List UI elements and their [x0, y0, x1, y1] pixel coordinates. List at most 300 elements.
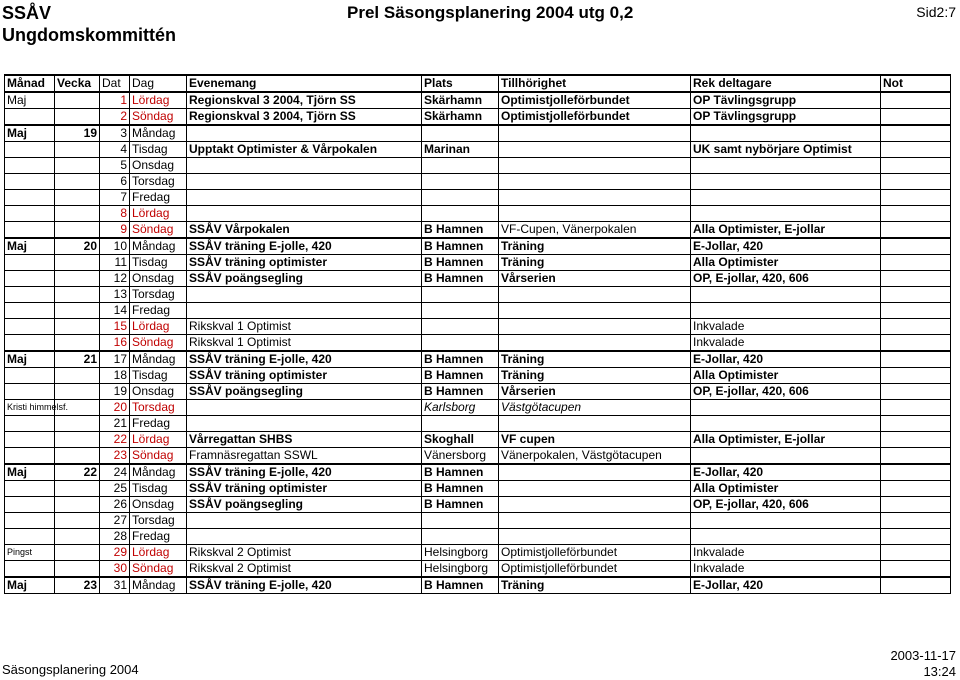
event-cell: Regionskval 3 2004, Tjörn SS: [187, 109, 422, 126]
place-cell: Helsingborg: [422, 561, 499, 578]
org-name: SSÅV: [2, 3, 52, 23]
month-cell: Maj: [5, 125, 55, 142]
note-cell: [881, 416, 951, 432]
month-cell: [5, 271, 55, 287]
weekday-cell: Tisdag: [130, 255, 187, 271]
month-cell: [5, 384, 55, 400]
affiliation-cell: Vårserien: [499, 384, 691, 400]
note-cell: [881, 432, 951, 448]
header-org: [2, 2, 176, 46]
weekday-cell: Måndag: [130, 125, 187, 142]
affiliation-cell: Optimistjolleförbundet: [499, 545, 691, 561]
month-cell: Maj: [5, 464, 55, 481]
date-cell: 12: [100, 271, 130, 287]
week-cell: [55, 303, 100, 319]
place-cell: Skoghall: [422, 432, 499, 448]
table-row: [5, 384, 951, 400]
month-cell: [5, 448, 55, 465]
participants-cell: E-Jollar, 420: [691, 238, 881, 255]
note-cell: [881, 287, 951, 303]
participants-cell: Inkvalade: [691, 335, 881, 352]
month-cell: [5, 416, 55, 432]
month-cell: [5, 319, 55, 335]
event-cell: Framnäsregattan SSWL: [187, 448, 422, 465]
week-cell: 22: [55, 464, 100, 481]
weekday-cell: Måndag: [130, 464, 187, 481]
table-row: [5, 400, 951, 416]
event-cell: [187, 190, 422, 206]
participants-cell: OP Tävlingsgrupp: [691, 109, 881, 126]
place-cell: [422, 206, 499, 222]
place-cell: B Hamnen: [422, 271, 499, 287]
weekday-cell: Måndag: [130, 351, 187, 368]
table-row: [5, 238, 951, 255]
table-row: [5, 222, 951, 239]
month-cell: Maj: [5, 351, 55, 368]
date-cell: 2: [100, 109, 130, 126]
weekday-cell: Lördag: [130, 432, 187, 448]
affiliation-cell: [499, 319, 691, 335]
place-cell: B Hamnen: [422, 464, 499, 481]
event-cell: SSÅV träning E-jolle, 420: [187, 351, 422, 368]
month-cell: [5, 432, 55, 448]
participants-cell: [691, 287, 881, 303]
week-cell: [55, 142, 100, 158]
weekday-cell: Torsdag: [130, 400, 187, 416]
date-cell: 26: [100, 497, 130, 513]
table-row: [5, 92, 951, 109]
date-cell: 6: [100, 174, 130, 190]
place-cell: Helsingborg: [422, 545, 499, 561]
event-cell: [187, 158, 422, 174]
note-cell: [881, 125, 951, 142]
participants-cell: Inkvalade: [691, 561, 881, 578]
date-cell: 19: [100, 384, 130, 400]
table-row: [5, 351, 951, 368]
weekday-cell: Onsdag: [130, 384, 187, 400]
week-cell: [55, 271, 100, 287]
event-cell: SSÅV poängsegling: [187, 271, 422, 287]
week-cell: [55, 222, 100, 239]
place-cell: B Hamnen: [422, 481, 499, 497]
weekday-cell: Söndag: [130, 448, 187, 465]
col-header: Plats: [422, 75, 499, 92]
affiliation-cell: [499, 190, 691, 206]
note-cell: [881, 319, 951, 335]
month-cell: Maj: [5, 577, 55, 594]
col-header: Tillhörighet: [499, 75, 691, 92]
affiliation-cell: [499, 416, 691, 432]
event-cell: [187, 174, 422, 190]
place-cell: B Hamnen: [422, 238, 499, 255]
month-cell: Pingst: [5, 545, 55, 561]
place-cell: [422, 287, 499, 303]
participants-cell: UK samt nybörjare Optimist: [691, 142, 881, 158]
participants-cell: Alla Optimister: [691, 481, 881, 497]
note-cell: [881, 529, 951, 545]
participants-cell: Alla Optimister: [691, 368, 881, 384]
month-cell: [5, 142, 55, 158]
participants-cell: Alla Optimister: [691, 255, 881, 271]
place-cell: B Hamnen: [422, 384, 499, 400]
weekday-cell: Tisdag: [130, 368, 187, 384]
participants-cell: OP, E-jollar, 420, 606: [691, 384, 881, 400]
participants-cell: Inkvalade: [691, 319, 881, 335]
weekday-cell: Lördag: [130, 545, 187, 561]
month-cell: [5, 481, 55, 497]
col-header: Evenemang: [187, 75, 422, 92]
place-cell: [422, 303, 499, 319]
date-cell: 29: [100, 545, 130, 561]
event-cell: SSÅV träning E-jolle, 420: [187, 577, 422, 594]
table-row: [5, 561, 951, 578]
participants-cell: [691, 416, 881, 432]
table-row: [5, 190, 951, 206]
date-cell: 11: [100, 255, 130, 271]
month-cell: [5, 190, 55, 206]
week-cell: [55, 174, 100, 190]
date-cell: 9: [100, 222, 130, 239]
weekday-cell: Måndag: [130, 238, 187, 255]
note-cell: [881, 577, 951, 594]
event-cell: Upptakt Optimister & Vårpokalen: [187, 142, 422, 158]
event-cell: [187, 400, 422, 416]
place-cell: B Hamnen: [422, 222, 499, 239]
date-cell: 4: [100, 142, 130, 158]
affiliation-cell: Vårserien: [499, 271, 691, 287]
note-cell: [881, 109, 951, 126]
month-cell: [5, 158, 55, 174]
weekday-cell: Söndag: [130, 222, 187, 239]
footer-date: 2003-11-17: [890, 648, 956, 663]
month-cell: Maj: [5, 238, 55, 255]
week-cell: [55, 497, 100, 513]
committee-name: Ungdomskommittén: [2, 25, 177, 45]
participants-cell: OP, E-jollar, 420, 606: [691, 271, 881, 287]
note-cell: [881, 271, 951, 287]
table-row: [5, 416, 951, 432]
note-cell: [881, 335, 951, 352]
date-cell: 27: [100, 513, 130, 529]
table-row: [5, 335, 951, 352]
participants-cell: E-Jollar, 420: [691, 464, 881, 481]
week-cell: 21: [55, 351, 100, 368]
date-cell: 7: [100, 190, 130, 206]
weekday-cell: Tisdag: [130, 481, 187, 497]
event-cell: SSÅV Vårpokalen: [187, 222, 422, 239]
event-cell: SSÅV träning optimister: [187, 368, 422, 384]
participants-cell: [691, 448, 881, 465]
weekday-cell: Fredag: [130, 303, 187, 319]
affiliation-cell: Träning: [499, 255, 691, 271]
table-row: [5, 287, 951, 303]
note-cell: [881, 206, 951, 222]
event-cell: [187, 529, 422, 545]
table-row: [5, 206, 951, 222]
event-cell: SSÅV träning optimister: [187, 255, 422, 271]
affiliation-cell: [499, 206, 691, 222]
weekday-cell: Lördag: [130, 92, 187, 109]
participants-cell: Alla Optimister, E-jollar: [691, 432, 881, 448]
month-cell: [5, 109, 55, 126]
month-cell: [5, 368, 55, 384]
week-cell: [55, 287, 100, 303]
month-cell: [5, 303, 55, 319]
note-cell: [881, 513, 951, 529]
participants-cell: [691, 158, 881, 174]
table-row: [5, 481, 951, 497]
date-cell: 3: [100, 125, 130, 142]
participants-cell: [691, 174, 881, 190]
month-cell: [5, 497, 55, 513]
affiliation-cell: [499, 287, 691, 303]
week-cell: [55, 319, 100, 335]
week-cell: [55, 513, 100, 529]
footer-time: 13:24: [923, 664, 956, 679]
note-cell: [881, 255, 951, 271]
affiliation-cell: VF-Cupen, Vänerpokalen: [499, 222, 691, 239]
month-cell: [5, 561, 55, 578]
event-cell: [187, 303, 422, 319]
note-cell: [881, 142, 951, 158]
affiliation-cell: Vänerpokalen, Västgötacupen: [499, 448, 691, 465]
affiliation-cell: Träning: [499, 351, 691, 368]
participants-cell: [691, 190, 881, 206]
event-cell: Rikskval 2 Optimist: [187, 561, 422, 578]
place-cell: B Hamnen: [422, 368, 499, 384]
affiliation-cell: [499, 529, 691, 545]
weekday-cell: Fredag: [130, 529, 187, 545]
month-cell: Maj: [5, 92, 55, 109]
date-cell: 8: [100, 206, 130, 222]
note-cell: [881, 238, 951, 255]
event-cell: Vårregattan SHBS: [187, 432, 422, 448]
date-cell: 1: [100, 92, 130, 109]
week-cell: [55, 158, 100, 174]
participants-cell: [691, 206, 881, 222]
affiliation-cell: Optimistjolleförbundet: [499, 92, 691, 109]
col-header: Rek deltagare: [691, 75, 881, 92]
weekday-cell: Måndag: [130, 577, 187, 594]
month-cell: [5, 206, 55, 222]
participants-cell: Alla Optimister, E-jollar: [691, 222, 881, 239]
table-row: [5, 464, 951, 481]
week-cell: [55, 109, 100, 126]
place-cell: Skärhamn: [422, 109, 499, 126]
place-cell: B Hamnen: [422, 351, 499, 368]
participants-cell: [691, 125, 881, 142]
affiliation-cell: [499, 481, 691, 497]
place-cell: [422, 529, 499, 545]
table-row: [5, 255, 951, 271]
note-cell: [881, 222, 951, 239]
table-row: [5, 368, 951, 384]
place-cell: [422, 513, 499, 529]
note-cell: [881, 497, 951, 513]
weekday-cell: Fredag: [130, 416, 187, 432]
week-cell: [55, 368, 100, 384]
affiliation-cell: Optimistjolleförbundet: [499, 109, 691, 126]
table-row: [5, 109, 951, 126]
affiliation-cell: [499, 335, 691, 352]
date-cell: 17: [100, 351, 130, 368]
col-header: Månad: [5, 75, 55, 92]
table-row: [5, 174, 951, 190]
week-cell: [55, 561, 100, 578]
note-cell: [881, 448, 951, 465]
affiliation-cell: Träning: [499, 577, 691, 594]
participants-cell: E-Jollar, 420: [691, 351, 881, 368]
place-cell: [422, 416, 499, 432]
place-cell: [422, 174, 499, 190]
note-cell: [881, 481, 951, 497]
week-cell: [55, 432, 100, 448]
month-cell: Kristi himmelsf.: [5, 400, 55, 416]
participants-cell: [691, 400, 881, 416]
weekday-cell: Tisdag: [130, 142, 187, 158]
date-cell: 23: [100, 448, 130, 465]
table-row: [5, 158, 951, 174]
weekday-cell: Torsdag: [130, 513, 187, 529]
weekday-cell: Onsdag: [130, 271, 187, 287]
note-cell: [881, 303, 951, 319]
note-cell: [881, 400, 951, 416]
note-cell: [881, 92, 951, 109]
event-cell: [187, 416, 422, 432]
table-row: [5, 545, 951, 561]
date-cell: 16: [100, 335, 130, 352]
event-cell: [187, 206, 422, 222]
week-cell: [55, 448, 100, 465]
affiliation-cell: [499, 142, 691, 158]
table-row: [5, 303, 951, 319]
place-cell: [422, 335, 499, 352]
week-cell: [55, 529, 100, 545]
footer-timestamp: [890, 648, 956, 680]
participants-cell: [691, 513, 881, 529]
col-header: Dag: [130, 75, 187, 92]
table-row: [5, 319, 951, 335]
date-cell: 14: [100, 303, 130, 319]
table-row: [5, 513, 951, 529]
event-cell: Rikskval 2 Optimist: [187, 545, 422, 561]
participants-cell: OP, E-jollar, 420, 606: [691, 497, 881, 513]
table-row: [5, 142, 951, 158]
affiliation-cell: Träning: [499, 238, 691, 255]
week-cell: [55, 335, 100, 352]
month-cell: [5, 287, 55, 303]
place-cell: [422, 125, 499, 142]
participants-cell: [691, 303, 881, 319]
note-cell: [881, 351, 951, 368]
table-row: [5, 125, 951, 142]
month-cell: [5, 255, 55, 271]
affiliation-cell: [499, 513, 691, 529]
event-cell: [187, 513, 422, 529]
week-cell: [55, 190, 100, 206]
date-cell: 15: [100, 319, 130, 335]
place-cell: B Hamnen: [422, 255, 499, 271]
col-header: Dat: [100, 75, 130, 92]
date-cell: 18: [100, 368, 130, 384]
affiliation-cell: Västgötacupen: [499, 400, 691, 416]
event-cell: SSÅV träning optimister: [187, 481, 422, 497]
week-cell: [55, 255, 100, 271]
place-cell: [422, 158, 499, 174]
note-cell: [881, 464, 951, 481]
affiliation-cell: [499, 158, 691, 174]
participants-cell: E-Jollar, 420: [691, 577, 881, 594]
week-cell: 19: [55, 125, 100, 142]
place-cell: B Hamnen: [422, 497, 499, 513]
date-cell: 22: [100, 432, 130, 448]
place-cell: Marinan: [422, 142, 499, 158]
note-cell: [881, 561, 951, 578]
page-number: Sid2:7: [916, 4, 956, 20]
event-cell: Rikskval 1 Optimist: [187, 319, 422, 335]
affiliation-cell: Optimistjolleförbundet: [499, 561, 691, 578]
affiliation-cell: [499, 125, 691, 142]
place-cell: B Hamnen: [422, 577, 499, 594]
event-cell: Rikskval 1 Optimist: [187, 335, 422, 352]
week-cell: [55, 92, 100, 109]
place-cell: [422, 319, 499, 335]
date-cell: 28: [100, 529, 130, 545]
date-cell: 31: [100, 577, 130, 594]
month-cell: [5, 222, 55, 239]
note-cell: [881, 384, 951, 400]
week-cell: [55, 384, 100, 400]
weekday-cell: Lördag: [130, 206, 187, 222]
week-cell: [55, 481, 100, 497]
event-cell: SSÅV träning E-jolle, 420: [187, 464, 422, 481]
schedule-table: [4, 74, 951, 594]
date-cell: 10: [100, 238, 130, 255]
note-cell: [881, 368, 951, 384]
affiliation-cell: Träning: [499, 368, 691, 384]
event-cell: SSÅV poängsegling: [187, 384, 422, 400]
place-cell: Karlsborg: [422, 400, 499, 416]
weekday-cell: Söndag: [130, 109, 187, 126]
participants-cell: Inkvalade: [691, 545, 881, 561]
note-cell: [881, 190, 951, 206]
date-cell: 5: [100, 158, 130, 174]
month-cell: [5, 335, 55, 352]
week-cell: [55, 416, 100, 432]
date-cell: 20: [100, 400, 130, 416]
table-row: [5, 432, 951, 448]
col-header: Vecka: [55, 75, 100, 92]
month-cell: [5, 174, 55, 190]
table-row: [5, 497, 951, 513]
event-cell: Regionskval 3 2004, Tjörn SS: [187, 92, 422, 109]
col-header: Not: [881, 75, 951, 92]
place-cell: Vänersborg: [422, 448, 499, 465]
affiliation-cell: VF cupen: [499, 432, 691, 448]
table-row: [5, 529, 951, 545]
weekday-cell: Torsdag: [130, 174, 187, 190]
month-cell: [5, 529, 55, 545]
affiliation-cell: [499, 174, 691, 190]
date-cell: 25: [100, 481, 130, 497]
participants-cell: OP Tävlingsgrupp: [691, 92, 881, 109]
month-cell: [5, 513, 55, 529]
week-cell: 20: [55, 238, 100, 255]
table-row: [5, 577, 951, 594]
date-cell: 24: [100, 464, 130, 481]
event-cell: [187, 125, 422, 142]
weekday-cell: Söndag: [130, 561, 187, 578]
